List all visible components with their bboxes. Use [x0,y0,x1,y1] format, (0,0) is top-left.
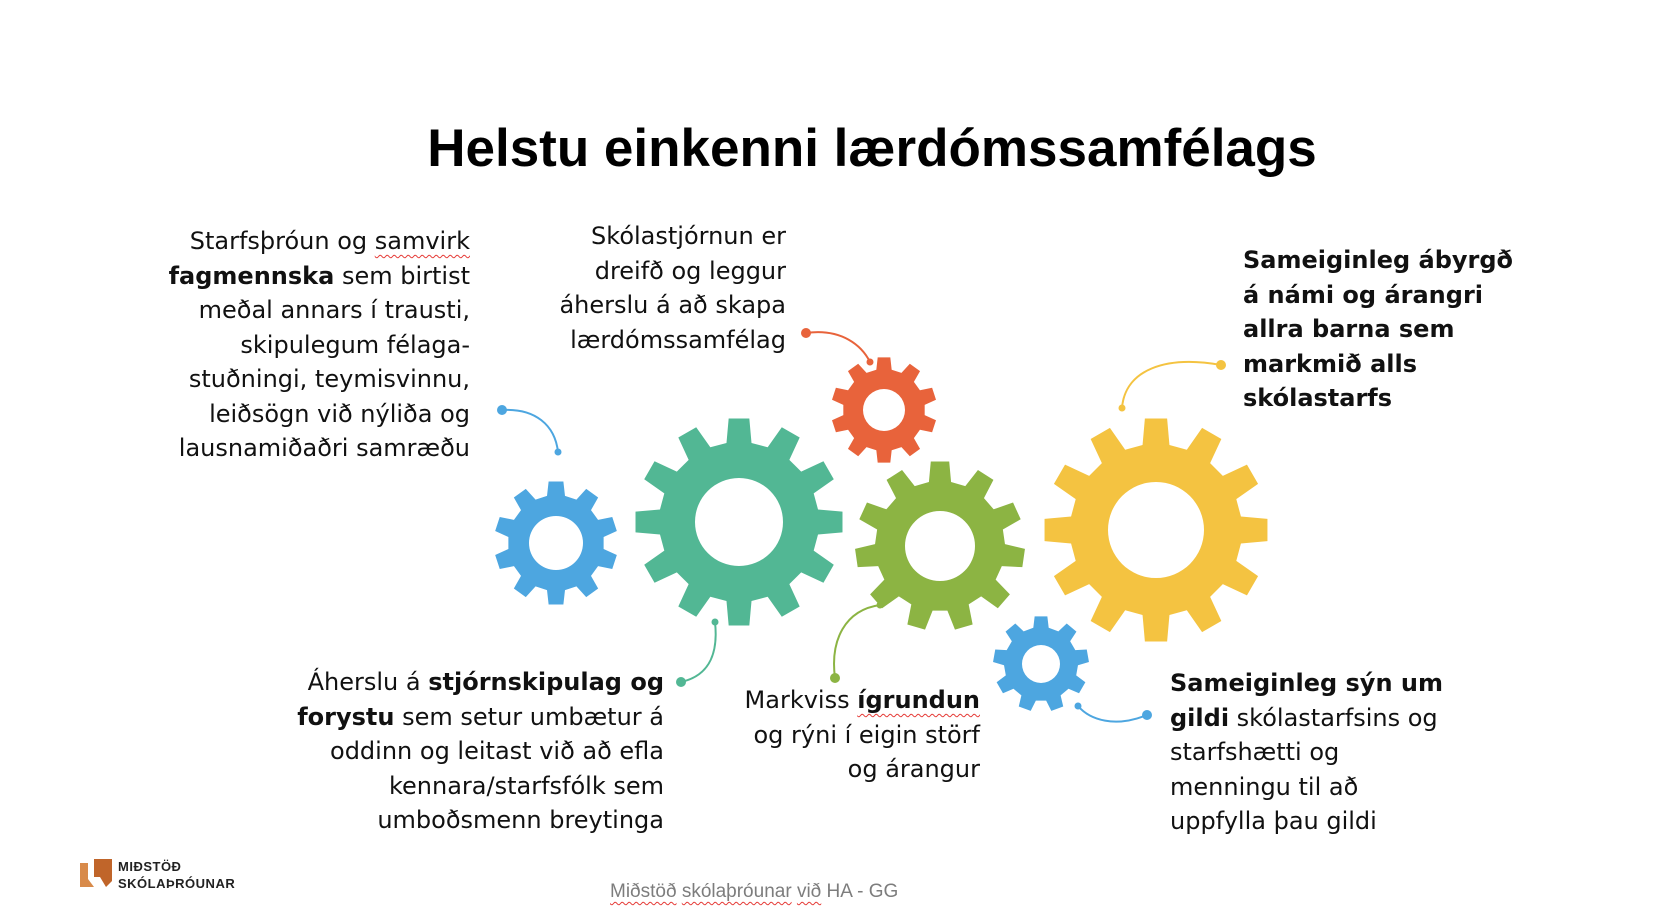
connector-dot-reflect [830,673,840,683]
vision-text-1: Sameiginleg sýn um gildi [1170,669,1443,732]
connector-collab [502,410,558,452]
logo-mark-icon [78,855,114,891]
leader-text-3: sem setur umbætur á oddinn og leitast við að efla kennara/starfsfólk sem umboðsmenn breytinga [330,702,664,834]
footer-text-2: skólaþróunar [681,881,792,902]
collab-text-3: fagmennska [168,261,335,290]
gear-blue-left-icon [495,481,617,604]
collab-text-4: sem birtist meðal annars í trausti, skipulegum félaga-stuðningi, teymisvinnu, leiðsögn við nýliða og lausnamiðaðri samræðu [178,261,470,462]
reflect-text-1: Markviss [744,686,858,714]
gear-layer [495,357,1267,711]
footer-text-3: við [796,881,822,902]
gear-blue-small-icon [993,616,1089,710]
connector-end-collab [555,449,562,456]
logo-line-1: MIÐSTÖÐ [118,859,182,874]
reflect-text-3: og rýni í eigin störf og árangur [753,720,980,783]
connector-dot-resp [1216,360,1226,370]
reflect-text-2: ígrundun [857,686,980,714]
logo [78,855,238,897]
collab-text-2: samvirk [374,227,470,255]
gear-orange-icon [832,357,936,462]
vision-text-2: skólastarfsins og starfshætti og menningu til að uppfylla þau gildi [1170,703,1438,835]
connector-resp [1122,362,1221,408]
slide-title: Helstu einkenni lærdómssamfélags [427,119,1317,178]
text-shared-responsibility: Sameiginleg ábyrgð á námi og árangri allra barna sem markmið alls skólastarfs [1243,246,1514,412]
connector-end-reflect [877,602,884,609]
footer-text [610,881,898,903]
connector-dot-gov [801,328,811,338]
connector-dot-vision [1142,710,1152,720]
connector-reflect [834,605,880,678]
connector-leader [681,622,716,682]
gear-teal-icon [636,419,843,626]
footer-text-1: Miðstöð [610,881,677,902]
footer-text-4: HA - GG [821,881,899,902]
text-professional-collaboration [150,224,470,466]
connector-vision [1078,706,1147,722]
gear-yellow-icon [1045,419,1268,642]
text-shared-vision [1170,666,1460,839]
connector-gov [806,332,870,362]
connector-dot-leader [676,677,686,687]
connector-end-leader [712,619,719,626]
connector-end-gov [867,359,874,366]
leader-text-2: stjórnskipulag og forystu [297,668,664,731]
logo-line-2: SKÓLAÞRÓUNAR [118,876,236,891]
text-distributed-leadership: Skólastjórnun er dreifð og leggur áherslu á að skapa lærdómssamfélag [559,222,786,354]
text-reflection [730,683,980,787]
connector-end-resp [1119,405,1126,412]
text-structure-and-leadership [280,665,664,838]
connector-end-vision [1075,703,1082,710]
leader-text-1: Áherslu á [307,668,429,696]
connector-dot-collab [497,405,507,415]
collab-text-1: Starfsþróun og [189,227,375,255]
